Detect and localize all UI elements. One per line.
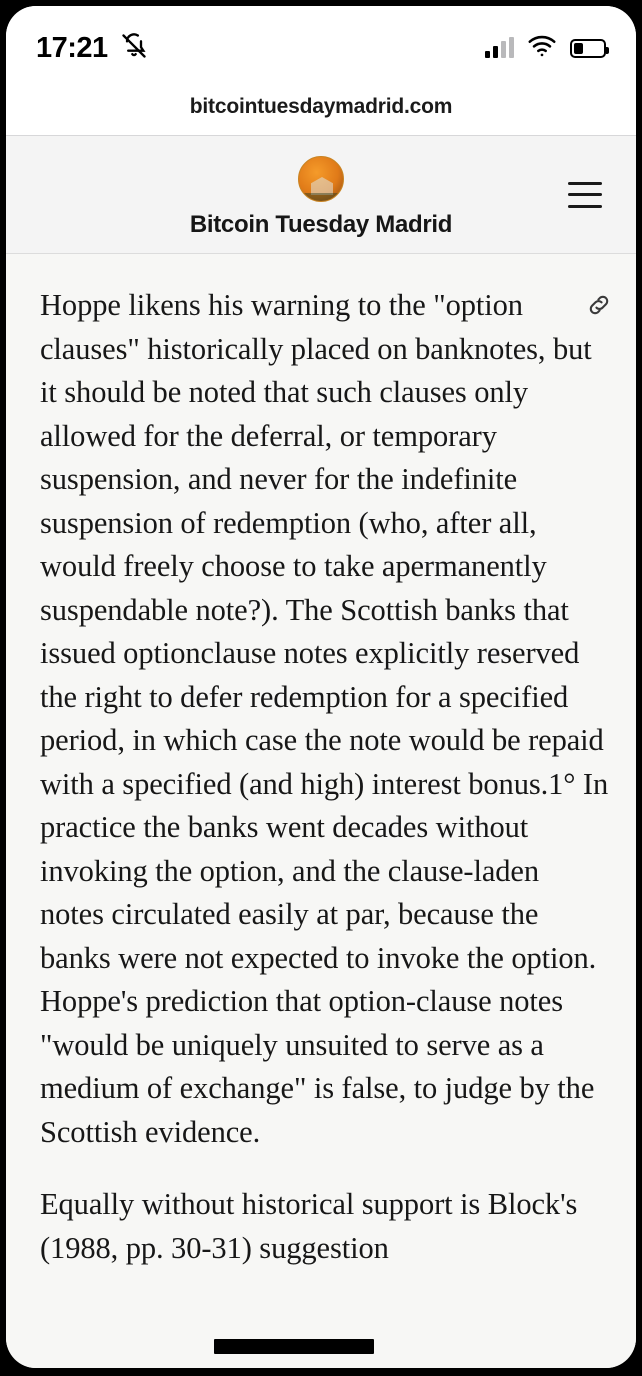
browser-url-bar[interactable]: [6, 78, 636, 136]
wifi-icon: [527, 35, 557, 62]
paragraph: [40, 284, 610, 1154]
site-logo[interactable]: [298, 156, 344, 202]
article-content: [6, 254, 636, 1368]
redaction-bar: [214, 1339, 374, 1354]
status-bar-left: [36, 32, 148, 65]
hamburger-menu-icon[interactable]: [568, 182, 602, 208]
paragraph-text: Equally without historical support is Block's (1988, pp. 30-31) suggestion: [40, 1187, 578, 1265]
battery-icon: [570, 39, 606, 58]
site-header: [6, 136, 636, 254]
status-bar-right: [485, 35, 606, 62]
link-icon[interactable]: [586, 292, 612, 318]
site-title[interactable]: Bitcoin Tuesday Madrid: [189, 211, 453, 238]
paragraph-text: Hoppe likens his warning to the "option clauses" historically placed on banknotes, but it should be noted that such clauses only allowed for the deferral, or temporary suspension, and never for the indefinite suspension of redemption (who, after all, would freely choose to take apermanently suspendable note?). The Scottish banks that issued optionclause notes explicitly reserved the right to defer redemption for a specified period, in which case the note would be repaid with a specified (and high) interest bonus.1° In practice the banks went decades without invoking the option, and the clause-laden notes circulated easily at par, because the banks were not expected to invoke the option. Hoppe's prediction that option-clause notes "would be uniquely unsuited to serve as a medium of exchange" is false, to judge by the Scottish evidence.: [40, 288, 609, 1149]
home-indicator: [226, 1353, 416, 1359]
status-bar: [6, 6, 636, 78]
paragraph: [40, 1183, 610, 1270]
status-clock: 17:21: [36, 31, 108, 64]
bell-slash-icon: [120, 32, 148, 65]
phone-screen: [6, 6, 636, 1368]
url-text[interactable]: bitcointuesdaymadrid.com: [189, 94, 453, 118]
cellular-signal-icon: [485, 38, 514, 58]
